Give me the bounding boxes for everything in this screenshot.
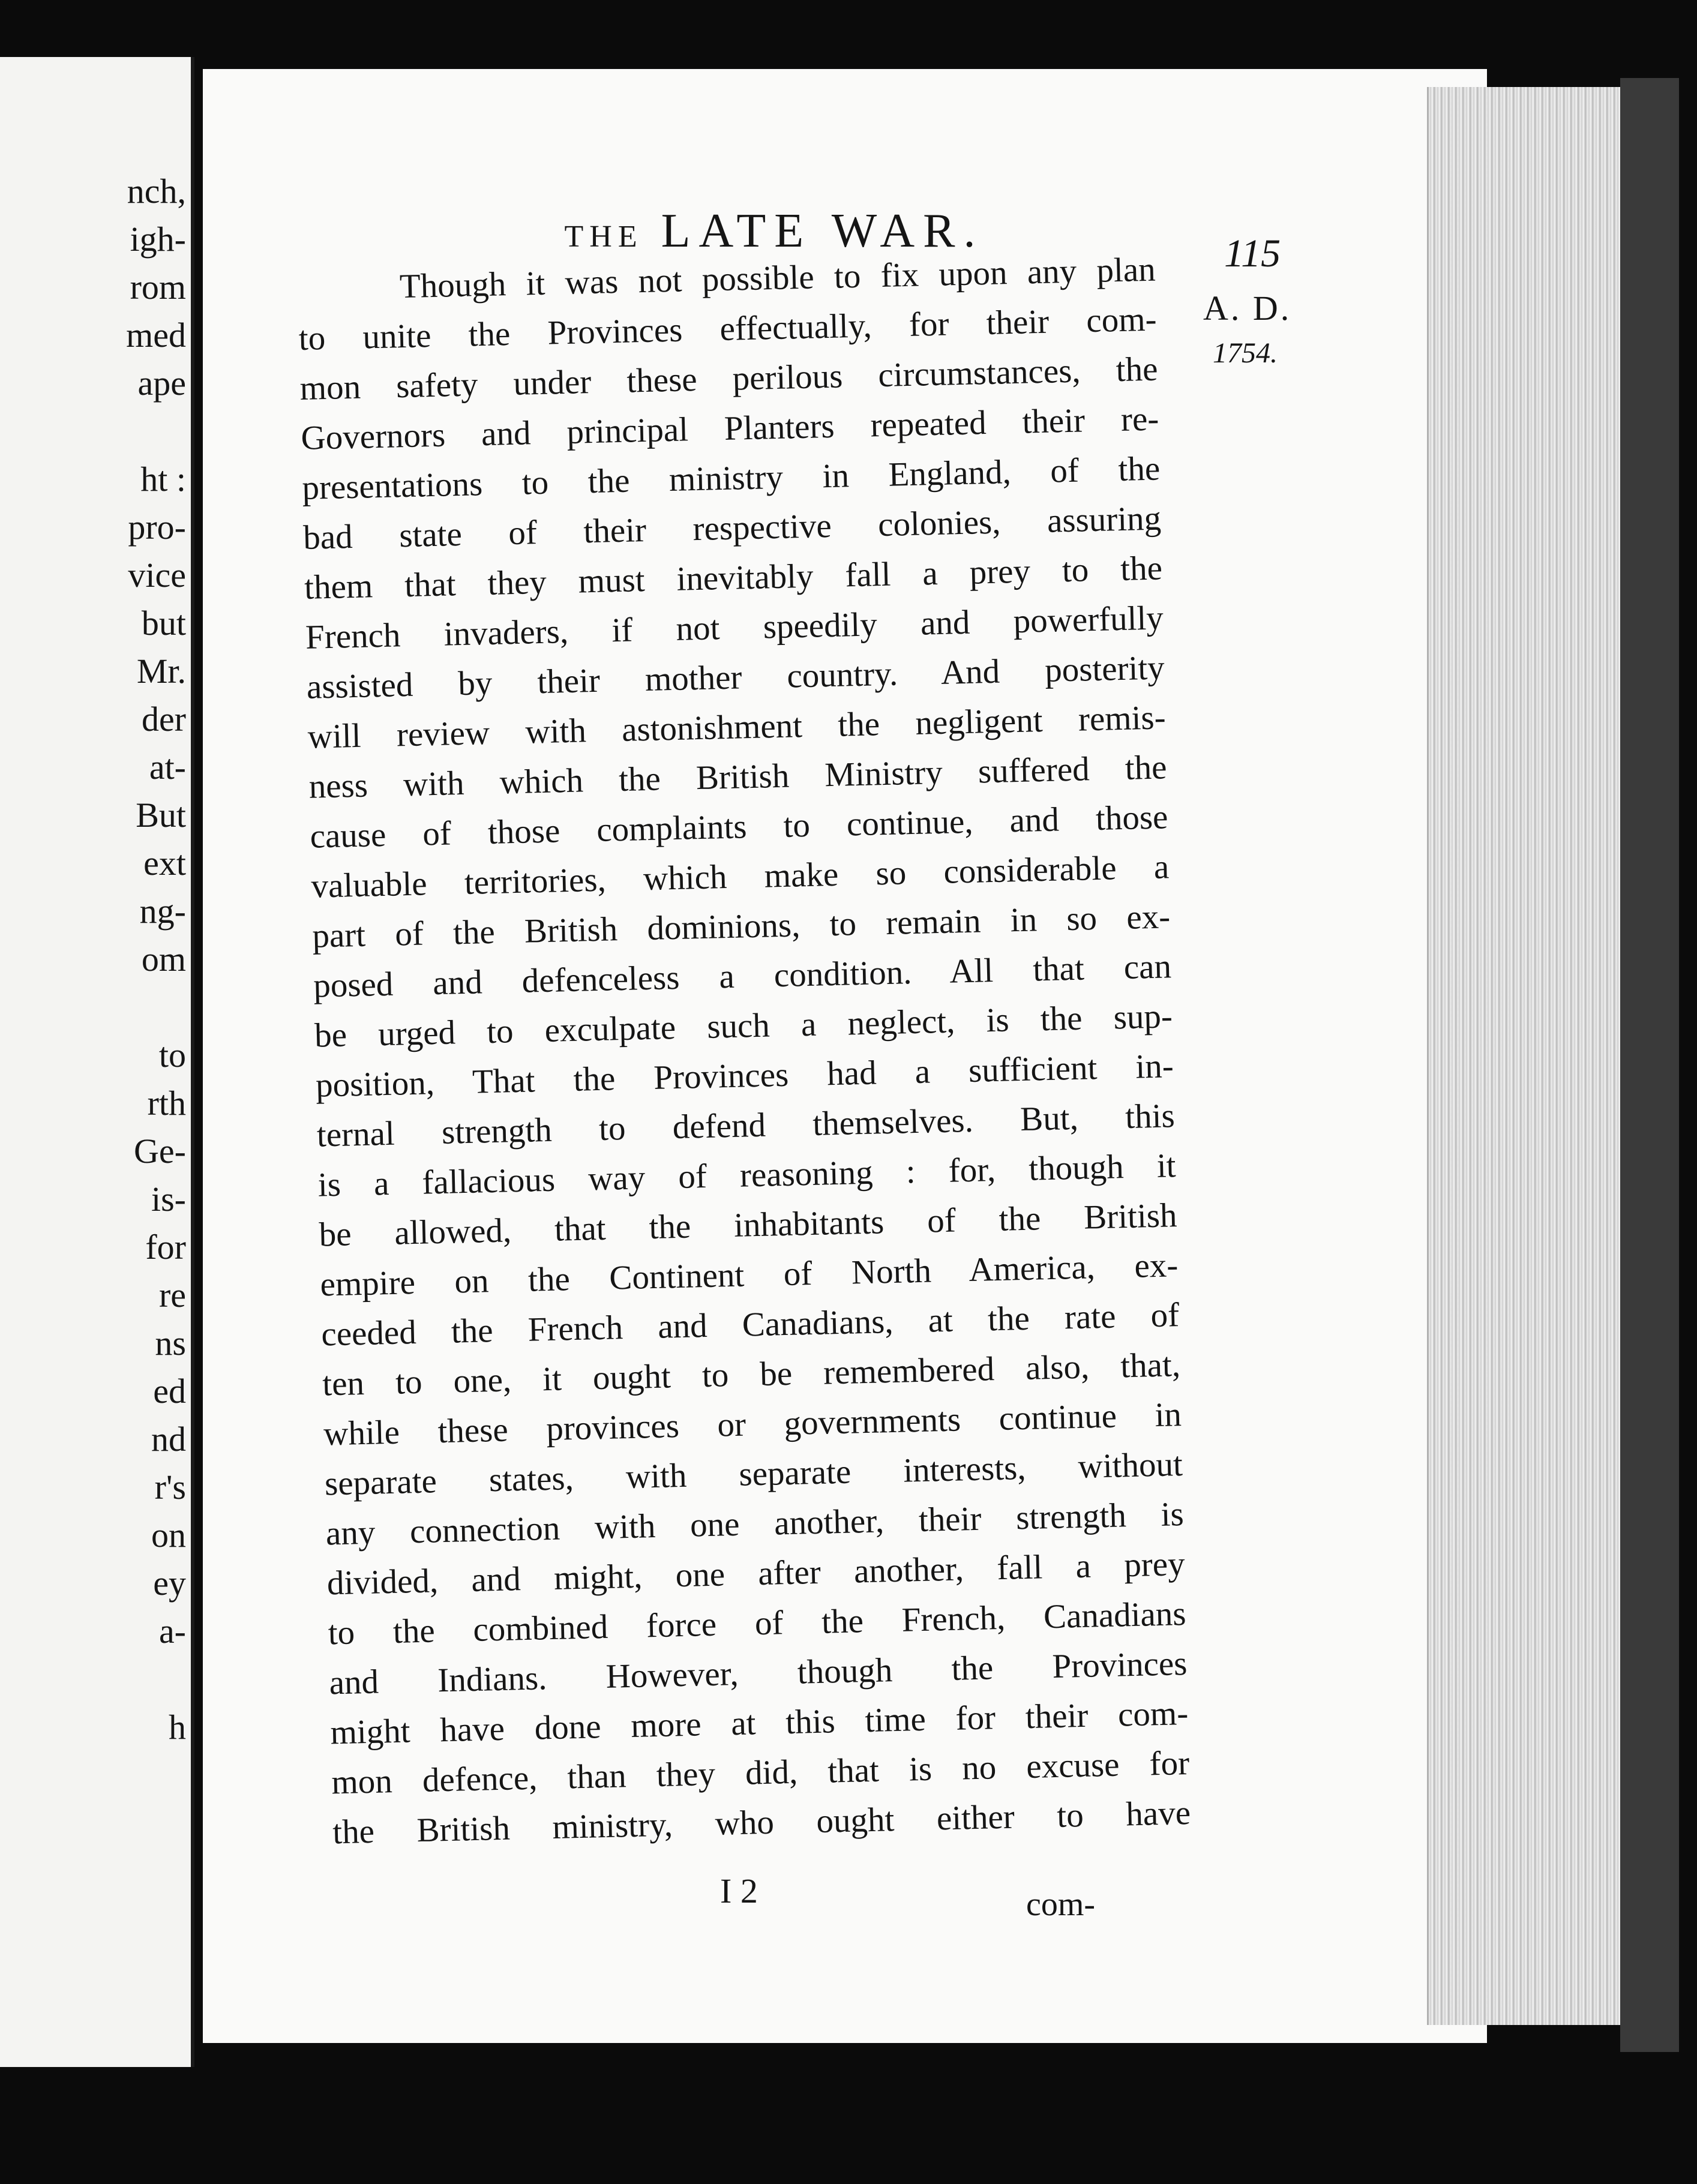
left-page-fragment: is- <box>151 1180 186 1219</box>
running-head-title: LATE WAR. <box>661 205 984 257</box>
left-page-fragment: nd <box>151 1420 186 1459</box>
left-page-fragment: on <box>151 1516 186 1555</box>
left-page-fragment: ed <box>153 1372 186 1411</box>
body-text <box>297 245 1191 1858</box>
left-page-fragment: vice <box>128 556 186 595</box>
signature-mark: I 2 <box>720 1871 758 1910</box>
text-line: might have done more at this time for their com- <box>329 1694 1189 1752</box>
text-line: posed and defenceless a condition. All that can <box>313 947 1172 1005</box>
left-page-fragment: for <box>145 1228 186 1267</box>
text-line: is a fallacious way of reasoning : for, though it <box>317 1147 1177 1204</box>
text-line: mon safety under these perilous circumstances, the <box>299 350 1159 407</box>
text-line: ternal strength to defend themselves. But, this <box>316 1097 1176 1154</box>
text-line: part of the British dominions, to remain in so ex- <box>311 898 1171 955</box>
left-page-fragment: at- <box>149 748 186 787</box>
left-page <box>0 57 194 2067</box>
text-line: will review with astonishment the negligent remis- <box>307 698 1167 756</box>
running-head-the: THE <box>564 220 643 254</box>
left-page-fragment: ns <box>155 1324 186 1363</box>
text-line: cause of those complaints to continue, and those <box>309 798 1169 856</box>
text-line: separate states, with separate interests, without <box>324 1445 1183 1503</box>
text-line: empire on the Continent of North America, ex- <box>319 1246 1179 1304</box>
left-page-fragment: but <box>141 604 186 643</box>
text-line: bad state of their respective colonies, assuring <box>302 499 1162 557</box>
left-page-fragment: nch, <box>127 172 186 211</box>
left-page-fragment: rom <box>130 268 186 307</box>
text-line: and Indians. However, though the Provinces <box>328 1644 1188 1702</box>
page-number: 115 <box>1224 232 1281 275</box>
text-line: them that they must inevitably fall a prey to the <box>304 549 1163 607</box>
text-line: mon defence, than they did, that is no excuse for <box>331 1744 1190 1802</box>
left-page-fragment: ht : <box>140 460 186 499</box>
left-page-fragment: But <box>136 796 186 835</box>
text-line: position, That the Provinces had a sufficient in- <box>315 1047 1174 1105</box>
text-line: the British ministry, who ought either to have <box>332 1793 1191 1852</box>
left-page-fragment: Mr. <box>136 652 186 691</box>
left-page-fragment: igh- <box>130 220 186 259</box>
left-page-fragment: ape <box>137 364 186 403</box>
margin-anno-domini: A. D. <box>1203 289 1292 328</box>
text-line: presentations to the ministry in England, of the <box>301 449 1161 507</box>
left-page-fragment: r's <box>154 1468 186 1507</box>
text-line: ness with which the British Ministry suffered the <box>308 748 1168 806</box>
text-line: to the combined force of the French, Canadians <box>328 1594 1187 1652</box>
book-cover-edge <box>1620 78 1679 2052</box>
left-page-fragment: rth <box>147 1084 186 1123</box>
left-page-fragment: a- <box>158 1612 186 1651</box>
text-line: ten to one, it ought to be remembered also, that, <box>322 1346 1181 1403</box>
text-line: valuable territories, which make so considerable a <box>310 848 1170 905</box>
text-line: ceeded the French and Canadians, at the rate of <box>320 1296 1180 1354</box>
text-line: be urged to exculpate such a neglect, is the sup- <box>314 997 1173 1055</box>
left-page-fragment: ext <box>143 844 186 883</box>
text-line: any connection with one another, their strength is <box>325 1495 1185 1553</box>
margin-year: 1754. <box>1213 337 1278 369</box>
text-line: assisted by their mother country. And posterity <box>306 649 1165 706</box>
text-line: to unite the Provinces effectually, for their com- <box>298 300 1158 358</box>
margin-date <box>1203 288 1292 370</box>
left-page-fragment: med <box>126 316 186 355</box>
text-line: French invaders, if not speedily and powerfully <box>305 599 1164 656</box>
left-page-fragment: re <box>158 1276 186 1315</box>
left-page-fragment: ey <box>153 1564 186 1603</box>
left-page-fragment: der <box>141 700 186 739</box>
text-line: Governors and principal Planters repeated their re- <box>300 400 1159 457</box>
catchword: com- <box>1026 1886 1096 1923</box>
page-edges <box>1427 87 1624 2025</box>
text-line: while these provinces or governments continue in <box>323 1396 1182 1453</box>
text-line: divided, and might, one after another, fall a prey <box>326 1544 1186 1603</box>
left-page-fragment: to <box>158 1036 186 1075</box>
left-page-fragment: pro- <box>128 508 186 547</box>
left-page-fragment: h <box>169 1708 186 1747</box>
left-page-fragment: om <box>141 940 186 979</box>
text-line: be allowed, that the inhabitants of the British <box>319 1196 1178 1254</box>
left-page-fragment: ng- <box>139 892 186 931</box>
text-line: Though it was not possible to fix upon any plan <box>399 250 1156 306</box>
left-page-fragment: Ge- <box>134 1132 186 1171</box>
